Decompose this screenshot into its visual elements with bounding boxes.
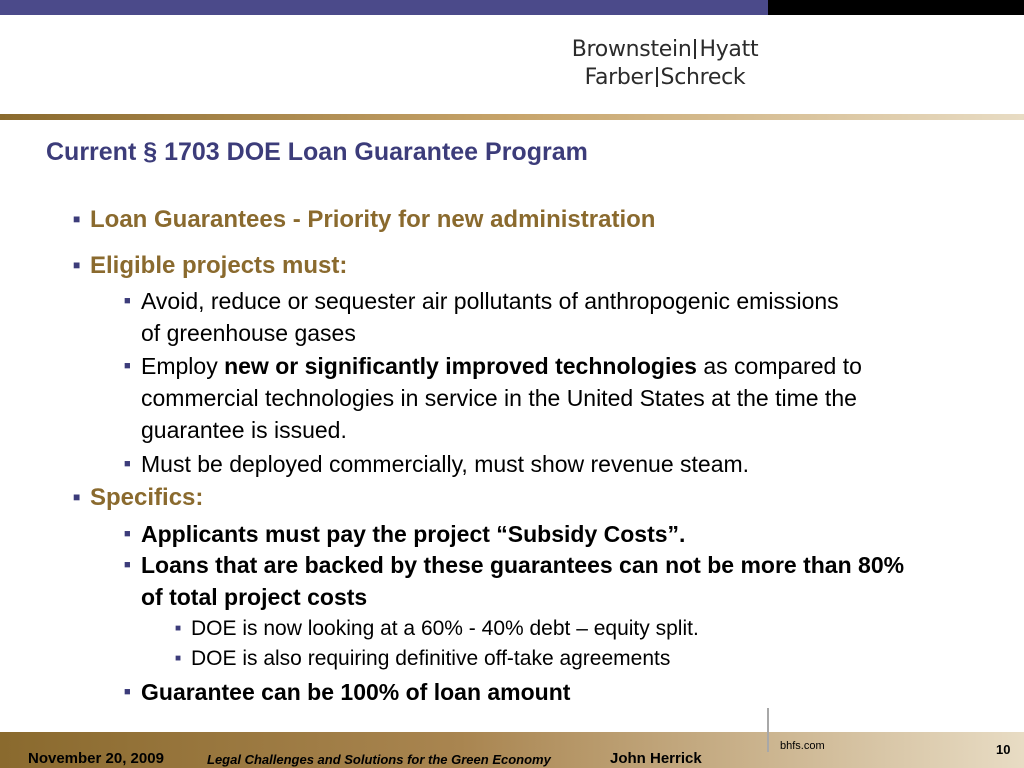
logo-separator <box>694 39 696 59</box>
top-bar <box>0 0 1024 15</box>
square-bullet-icon: ■ <box>124 458 131 470</box>
square-bullet-icon: ■ <box>175 653 182 664</box>
footer-website: bhfs.com <box>780 740 825 752</box>
employ-text: Employ <box>141 353 225 379</box>
footer-presentation-title: Legal Challenges and Solutions for the Green Economy <box>207 752 551 767</box>
top-bar-black <box>768 0 1024 15</box>
footer-date: November 20, 2009 <box>28 750 164 767</box>
logo-word-farber: Farber <box>584 65 653 90</box>
sub-bullet-loans-80-percent: Loans that are backed by these guarantees can not be more than 80% of total project costs <box>141 552 905 610</box>
logo-line-1 <box>560 36 770 64</box>
bullet-eligible-projects: Eligible projects must: <box>90 252 348 279</box>
footer-vertical-divider <box>767 708 769 752</box>
square-bullet-icon: ■ <box>73 258 81 272</box>
top-bar-purple <box>0 0 768 15</box>
square-bullet-icon: ■ <box>124 559 131 571</box>
logo-separator <box>656 67 658 87</box>
square-bullet-icon: ■ <box>124 528 131 540</box>
sub-bullet-deployed: Must be deployed commercially, must show revenue steam. <box>141 451 750 477</box>
sub-sub-bullet-off-take: DOE is also requiring definitive off-take agreements <box>191 647 671 670</box>
square-bullet-icon: ■ <box>124 360 131 372</box>
sub-bullet-employ <box>141 350 901 446</box>
logo-line-2 <box>560 64 770 92</box>
logo-word-brownstein: Brownstein <box>571 37 692 62</box>
square-bullet-icon: ■ <box>73 212 81 226</box>
firm-logo <box>560 36 770 92</box>
employ-bold-text: new or significantly improved technologies <box>224 353 697 379</box>
footer-author: John Herrick <box>610 750 702 767</box>
slide-title: Current § 1703 DOE Loan Guarantee Program <box>46 138 588 166</box>
square-bullet-icon: ■ <box>73 490 81 504</box>
logo-word-schreck: Schreck <box>660 65 746 90</box>
bullet-specifics: Specifics: <box>90 484 204 511</box>
logo-word-hyatt: Hyatt <box>699 37 759 62</box>
square-bullet-icon: ■ <box>124 686 131 698</box>
sub-bullet-avoid-reduce: Avoid, reduce or sequester air pollutants of anthropogenic emissions of greenhouse gases <box>141 288 839 346</box>
sub-sub-bullet-debt-equity: DOE is now looking at a 60% - 40% debt – equity split. <box>191 617 699 640</box>
footer-page-number: 10 <box>996 742 1011 757</box>
square-bullet-icon: ■ <box>124 295 131 307</box>
square-bullet-icon: ■ <box>175 623 182 634</box>
header-divider <box>0 114 1024 120</box>
employ-rest-text: as compared to commercial technologies in service in the United States at the time the guarantee is issued. <box>141 353 862 443</box>
sub-bullet-guarantee-100: Guarantee can be 100% of loan amount <box>141 679 571 705</box>
bullet-loan-guarantees: Loan Guarantees - Priority for new administration <box>90 206 656 233</box>
sub-bullet-subsidy-costs: Applicants must pay the project “Subsidy Costs”. <box>141 521 686 547</box>
